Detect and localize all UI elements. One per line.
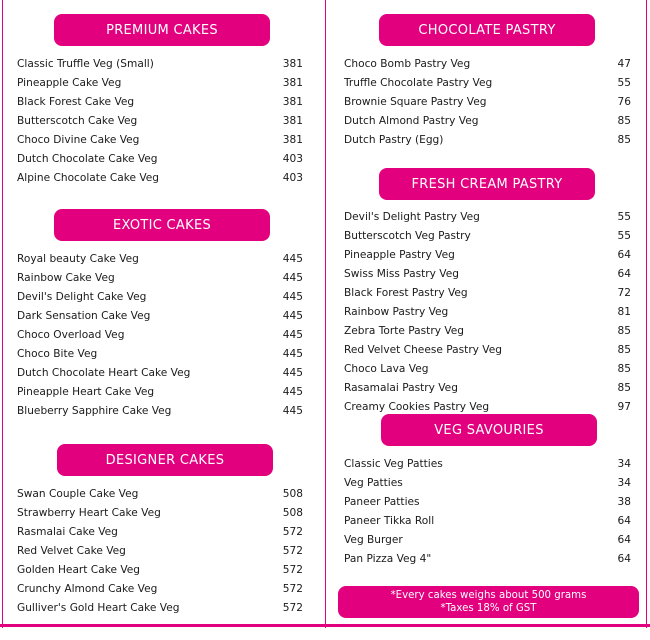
notes-banner (338, 586, 639, 618)
menu-item-name: Blueberry Sapphire Cake Veg (17, 405, 172, 417)
menu-item-name: Swiss Miss Pastry Veg (344, 268, 459, 280)
menu-item (17, 269, 303, 288)
menu-item-price: 85 (617, 363, 631, 375)
menu-item-name: Alpine Chocolate Cake Veg (17, 172, 160, 184)
fresh-cream-pastry-header (379, 168, 595, 200)
menu-item-price: 572 (282, 583, 303, 595)
menu-item-price: 445 (282, 386, 303, 398)
menu-item (17, 345, 303, 364)
menu-item-price: 97 (617, 401, 631, 413)
menu-item-price: 64 (617, 534, 631, 546)
menu-item (344, 227, 631, 246)
menu-item-price: 403 (282, 172, 303, 184)
chocolate-pastry-header (379, 14, 595, 46)
menu-item-name: Devil's Delight Pastry Veg (344, 211, 480, 223)
menu-item-price: 34 (617, 458, 631, 470)
left-border (2, 0, 3, 628)
menu-item-name: Golden Heart Cake Veg (17, 564, 141, 576)
menu-item-name: Rainbow Cake Veg (17, 272, 115, 284)
fresh-cream-pastry-list (344, 208, 631, 417)
premium-cakes-list (17, 55, 303, 188)
menu-item (17, 580, 303, 599)
menu-item-price: 72 (617, 287, 631, 299)
menu-item-price: 445 (282, 367, 303, 379)
menu-item-price: 403 (282, 153, 303, 165)
menu-item (17, 307, 303, 326)
menu-item (17, 131, 303, 150)
menu-item (344, 341, 631, 360)
menu-item-name: Black Forest Pastry Veg (344, 287, 468, 299)
menu-item-price: 85 (617, 382, 631, 394)
menu-item (17, 55, 303, 74)
menu-item-price: 572 (282, 526, 303, 538)
menu-item-name: Veg Patties (344, 477, 403, 489)
menu-item-price: 508 (282, 488, 303, 500)
menu-item-name: Creamy Cookies Pastry Veg (344, 401, 490, 413)
menu-item-name: Crunchy Almond Cake Veg (17, 583, 158, 595)
menu-item-price: 445 (282, 329, 303, 341)
menu-item (17, 561, 303, 580)
menu-item (17, 288, 303, 307)
menu-item (344, 512, 631, 531)
exotic-cakes-list (17, 250, 303, 421)
menu-item (344, 474, 631, 493)
menu-item (17, 74, 303, 93)
menu-item (344, 112, 631, 131)
menu-item-price: 572 (282, 602, 303, 614)
menu-item-price: 34 (617, 477, 631, 489)
menu-item-price: 381 (282, 58, 303, 70)
menu-item-name: Rasmalai Cake Veg (17, 526, 118, 538)
menu-item (17, 112, 303, 131)
menu-item-price: 85 (617, 134, 631, 146)
menu-item (17, 326, 303, 345)
menu-item (17, 93, 303, 112)
menu-item-price: 38 (617, 496, 631, 508)
menu-item-price: 572 (282, 564, 303, 576)
menu-item-price: 85 (617, 325, 631, 337)
designer-cakes-header (57, 444, 273, 476)
designer-cakes-list (17, 485, 303, 618)
menu-item-name: Swan Couple Cake Veg (17, 488, 139, 500)
menu-item-name: Pineapple Heart Cake Veg (17, 386, 155, 398)
menu-item-price: 55 (617, 77, 631, 89)
menu-item-name: Choco Bite Veg (17, 348, 98, 360)
bottom-border (0, 624, 650, 627)
menu-item (344, 74, 631, 93)
menu-item-name: Dark Sensation Cake Veg (17, 310, 151, 322)
menu-item-price: 64 (617, 249, 631, 261)
menu-item-price: 445 (282, 253, 303, 265)
menu-item-name: Choco Bomb Pastry Veg (344, 58, 471, 70)
menu-item-name: Pan Pizza Veg 4" (344, 553, 432, 565)
menu-item-name: Dutch Pastry (Egg) (344, 134, 444, 146)
chocolate-pastry-title: CHOCOLATE PASTRY (418, 22, 556, 38)
menu-item-price: 445 (282, 272, 303, 284)
designer-cakes-title: DESIGNER CAKES (105, 452, 225, 468)
menu-item-name: Strawberry Heart Cake Veg (17, 507, 161, 519)
menu-item (344, 55, 631, 74)
menu-item (344, 531, 631, 550)
veg-savouries-header (381, 414, 597, 446)
menu-item (17, 383, 303, 402)
menu-item-price: 572 (282, 545, 303, 557)
fresh-cream-pastry-title: FRESH CREAM PASTRY (411, 176, 563, 192)
menu-item-name: Dutch Almond Pastry Veg (344, 115, 479, 127)
menu-item-name: Rainbow Pastry Veg (344, 306, 449, 318)
menu-item (17, 150, 303, 169)
menu-item-name: Pineapple Cake Veg (17, 77, 122, 89)
menu-item (344, 246, 631, 265)
menu-item-price: 381 (282, 134, 303, 146)
menu-item-price: 445 (282, 291, 303, 303)
exotic-cakes-header (54, 209, 270, 241)
menu-item-name: Red Velvet Cake Veg (17, 545, 126, 557)
menu-item-name: Dutch Chocolate Heart Cake Veg (17, 367, 191, 379)
menu-item (17, 402, 303, 421)
menu-item-price: 85 (617, 344, 631, 356)
exotic-cakes-title: EXOTIC CAKES (112, 217, 212, 233)
menu-item-name: Butterscotch Veg Pastry (344, 230, 471, 242)
menu-item (17, 542, 303, 561)
menu-item-name: Zebra Torte Pastry Veg (344, 325, 464, 337)
menu-item-name: Classic Veg Patties (344, 458, 443, 470)
menu-item-price: 85 (617, 115, 631, 127)
chocolate-pastry-list (344, 55, 631, 150)
menu-item-price: 55 (617, 230, 631, 242)
menu-item (344, 550, 631, 569)
menu-item-price: 508 (282, 507, 303, 519)
menu-item-name: Choco Divine Cake Veg (17, 134, 140, 146)
premium-cakes-header (54, 14, 270, 46)
menu-item (344, 131, 631, 150)
menu-item-name: Butterscotch Cake Veg (17, 115, 138, 127)
menu-item-name: Dutch Chocolate Cake Veg (17, 153, 158, 165)
note-tax: *Taxes 18% of GST (440, 603, 537, 614)
right-border (646, 0, 647, 628)
menu-item-price: 445 (282, 310, 303, 322)
menu-item (344, 303, 631, 322)
menu-item (344, 379, 631, 398)
menu-item (17, 599, 303, 618)
menu-item-price: 47 (617, 58, 631, 70)
menu-item-price: 81 (617, 306, 631, 318)
menu-item (17, 485, 303, 504)
menu-item (344, 208, 631, 227)
veg-savouries-title: VEG SAVOURIES (434, 422, 544, 438)
menu-item-name: Black Forest Cake Veg (17, 96, 135, 108)
menu-item-name: Choco Lava Veg (344, 363, 429, 375)
menu-item (344, 455, 631, 474)
menu-item-name: Choco Overload Veg (17, 329, 125, 341)
menu-item-price: 381 (282, 115, 303, 127)
menu-item (344, 265, 631, 284)
menu-item-price: 64 (617, 515, 631, 527)
menu-item-name: Paneer Tikka Roll (344, 515, 435, 527)
menu-item-price: 381 (282, 77, 303, 89)
menu-item-name: Veg Burger (344, 534, 403, 546)
menu-item-name: Classic Truffle Veg (Small) (17, 58, 154, 70)
menu-item-price: 64 (617, 268, 631, 280)
menu-item-name: Gulliver's Gold Heart Cake Veg (17, 602, 180, 614)
menu-item (17, 504, 303, 523)
menu-item-price: 445 (282, 405, 303, 417)
menu-item-price: 445 (282, 348, 303, 360)
veg-savouries-list (344, 455, 631, 569)
menu-item-name: Pineapple Pastry Veg (344, 249, 455, 261)
column-divider (325, 0, 326, 628)
menu-item-price: 76 (617, 96, 631, 108)
menu-item (17, 523, 303, 542)
menu-item-price: 381 (282, 96, 303, 108)
menu-item (344, 93, 631, 112)
menu-item-name: Rasamalai Pastry Veg (344, 382, 458, 394)
menu-item (344, 360, 631, 379)
menu-item (344, 493, 631, 512)
menu-item (17, 250, 303, 269)
note-weight: *Every cakes weighs about 500 grams (390, 590, 587, 601)
menu-item-name: Royal beauty Cake Veg (17, 253, 139, 265)
menu-item-price: 64 (617, 553, 631, 565)
menu-item (344, 284, 631, 303)
menu-item-name: Brownie Square Pastry Veg (344, 96, 487, 108)
premium-cakes-title: PREMIUM CAKES (106, 22, 218, 38)
menu-item-name: Red Velvet Cheese Pastry Veg (344, 344, 502, 356)
menu-item (17, 364, 303, 383)
menu-item-name: Paneer Patties (344, 496, 420, 508)
menu-item-name: Devil's Delight Cake Veg (17, 291, 147, 303)
menu-item-price: 55 (617, 211, 631, 223)
menu-item (344, 322, 631, 341)
menu-item-name: Truffle Chocolate Pastry Veg (344, 77, 493, 89)
menu-item (17, 169, 303, 188)
